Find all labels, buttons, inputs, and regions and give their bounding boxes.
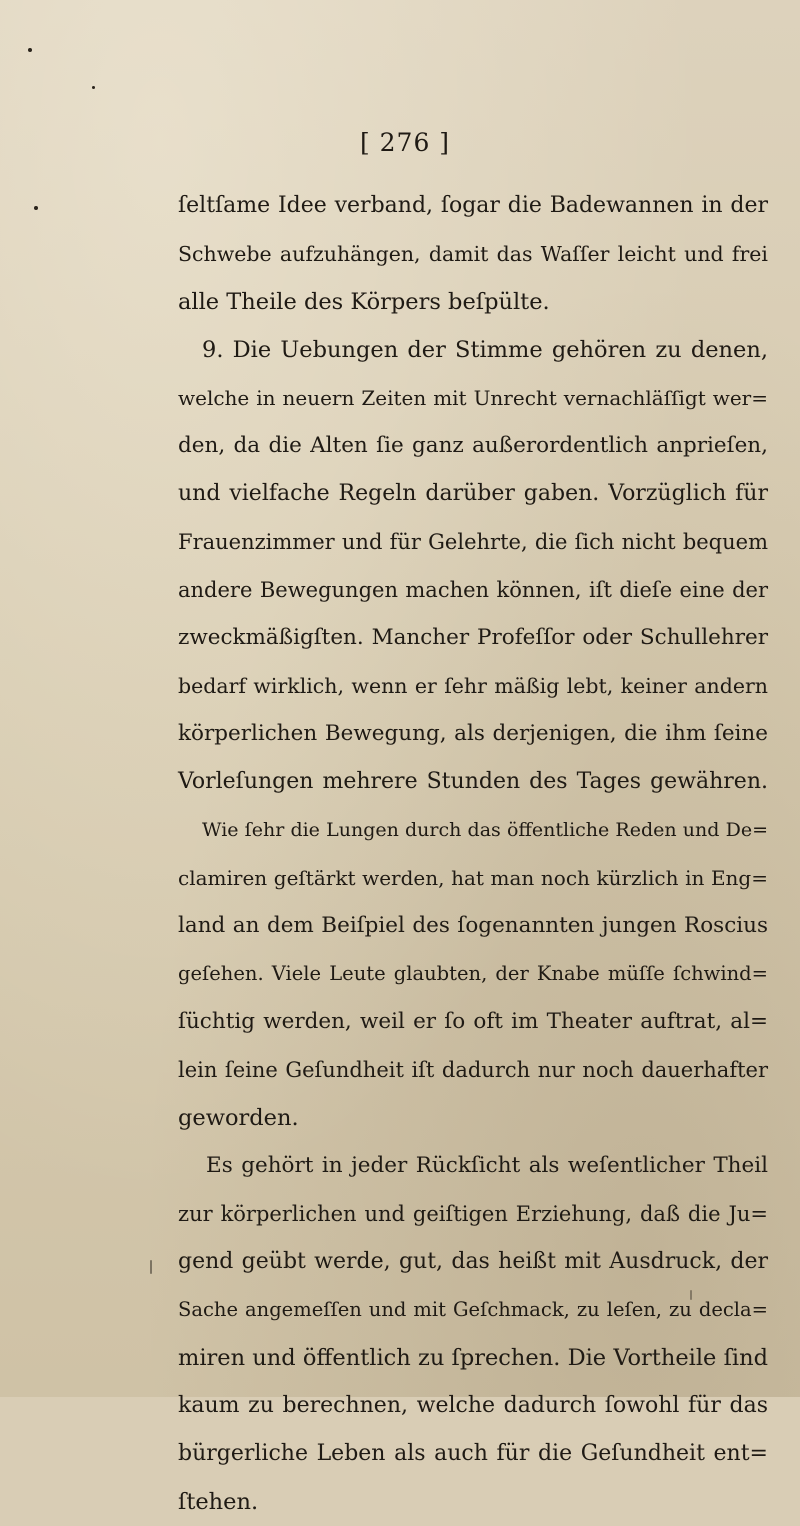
text-line: lein ſeine Geſundheit iſt dadurch nur noch dauerhafter — [178, 1058, 768, 1082]
text-line: andere Bewegungen machen können, iſt dieſe eine der — [178, 578, 768, 602]
text-line: welche in neuern Zeiten mit Unrecht vernachläſſigt wer= — [178, 386, 768, 410]
text-line: alle Theile des Körpers beſpülte. — [178, 289, 550, 315]
text-line: Sache angemeſſen und mit Geſchmack, zu leſen, zu decla= — [178, 1298, 768, 1321]
text-line: kaum zu berechnen, welche dadurch ſowohl für das — [178, 1393, 768, 1418]
text-line: miren und öffentlich zu ſprechen. Die Vortheile ſind — [178, 1345, 768, 1371]
text-line: 9. Die Uebungen der Stimme gehören zu denen, — [202, 337, 768, 363]
text-line: ſeltſame Idee verband, ſogar die Badewannen in der — [178, 193, 768, 218]
body-text — [178, 182, 768, 1526]
text-line: Wie ſehr die Lungen durch das öffentliche Reden und De= — [202, 819, 768, 841]
text-line: clamiren geſtärkt werden, hat man noch kürzlich in Eng= — [178, 866, 768, 890]
text-line: ſtehen. — [178, 1489, 259, 1515]
text-line: bürgerliche Leben als auch für die Geſundheit ent= — [178, 1441, 768, 1466]
text-line: Vorleſungen mehrere Stunden des Tages gewähren. — [178, 769, 768, 794]
text-line: geſehen. Viele Leute glaubten, der Knabe müſſe ſchwind= — [178, 962, 768, 985]
text-line: körperlichen Bewegung, als derjenigen, die ihm ſeine — [178, 721, 768, 746]
text-line: ſüchtig werden, weil er ſo oft im Theater auftrat, al= — [178, 1009, 768, 1034]
text-line: geworden. — [178, 1105, 299, 1131]
text-line: land an dem Beiſpiel des ſogenannten jungen Roscius — [178, 913, 768, 938]
text-line: und vielfache Regeln darüber gaben. Vorzüglich für — [178, 481, 768, 506]
text-line: den, da die Alten ſie ganz außerordentlich anprieſen, — [178, 433, 768, 458]
text-line: gend geübt werde, gut, das heißt mit Ausdruck, der — [178, 1249, 768, 1274]
text-line: zur körperlichen und geiſtigen Erziehung, daß die Ju= — [178, 1202, 768, 1226]
text-line: Es gehört in jeder Rückſicht als weſentlicher Theil — [206, 1153, 768, 1178]
ink-spot — [150, 1260, 152, 1274]
ink-spot — [34, 206, 38, 210]
text-line: Frauenzimmer und für Gelehrte, die ſich nicht bequem — [178, 530, 768, 554]
ink-spot — [28, 48, 32, 52]
text-line: bedarf wirklich, wenn er ſehr mäßig lebt, keiner andern — [178, 674, 768, 698]
ink-spot — [92, 86, 95, 89]
text-line: Schwebe aufzuhängen, damit das Waſſer leicht und frei — [178, 242, 768, 266]
page-number: [ 276 ] — [359, 128, 451, 157]
text-line: zweckmäßigſten. Mancher Profeſſor oder Schullehrer — [178, 625, 768, 650]
